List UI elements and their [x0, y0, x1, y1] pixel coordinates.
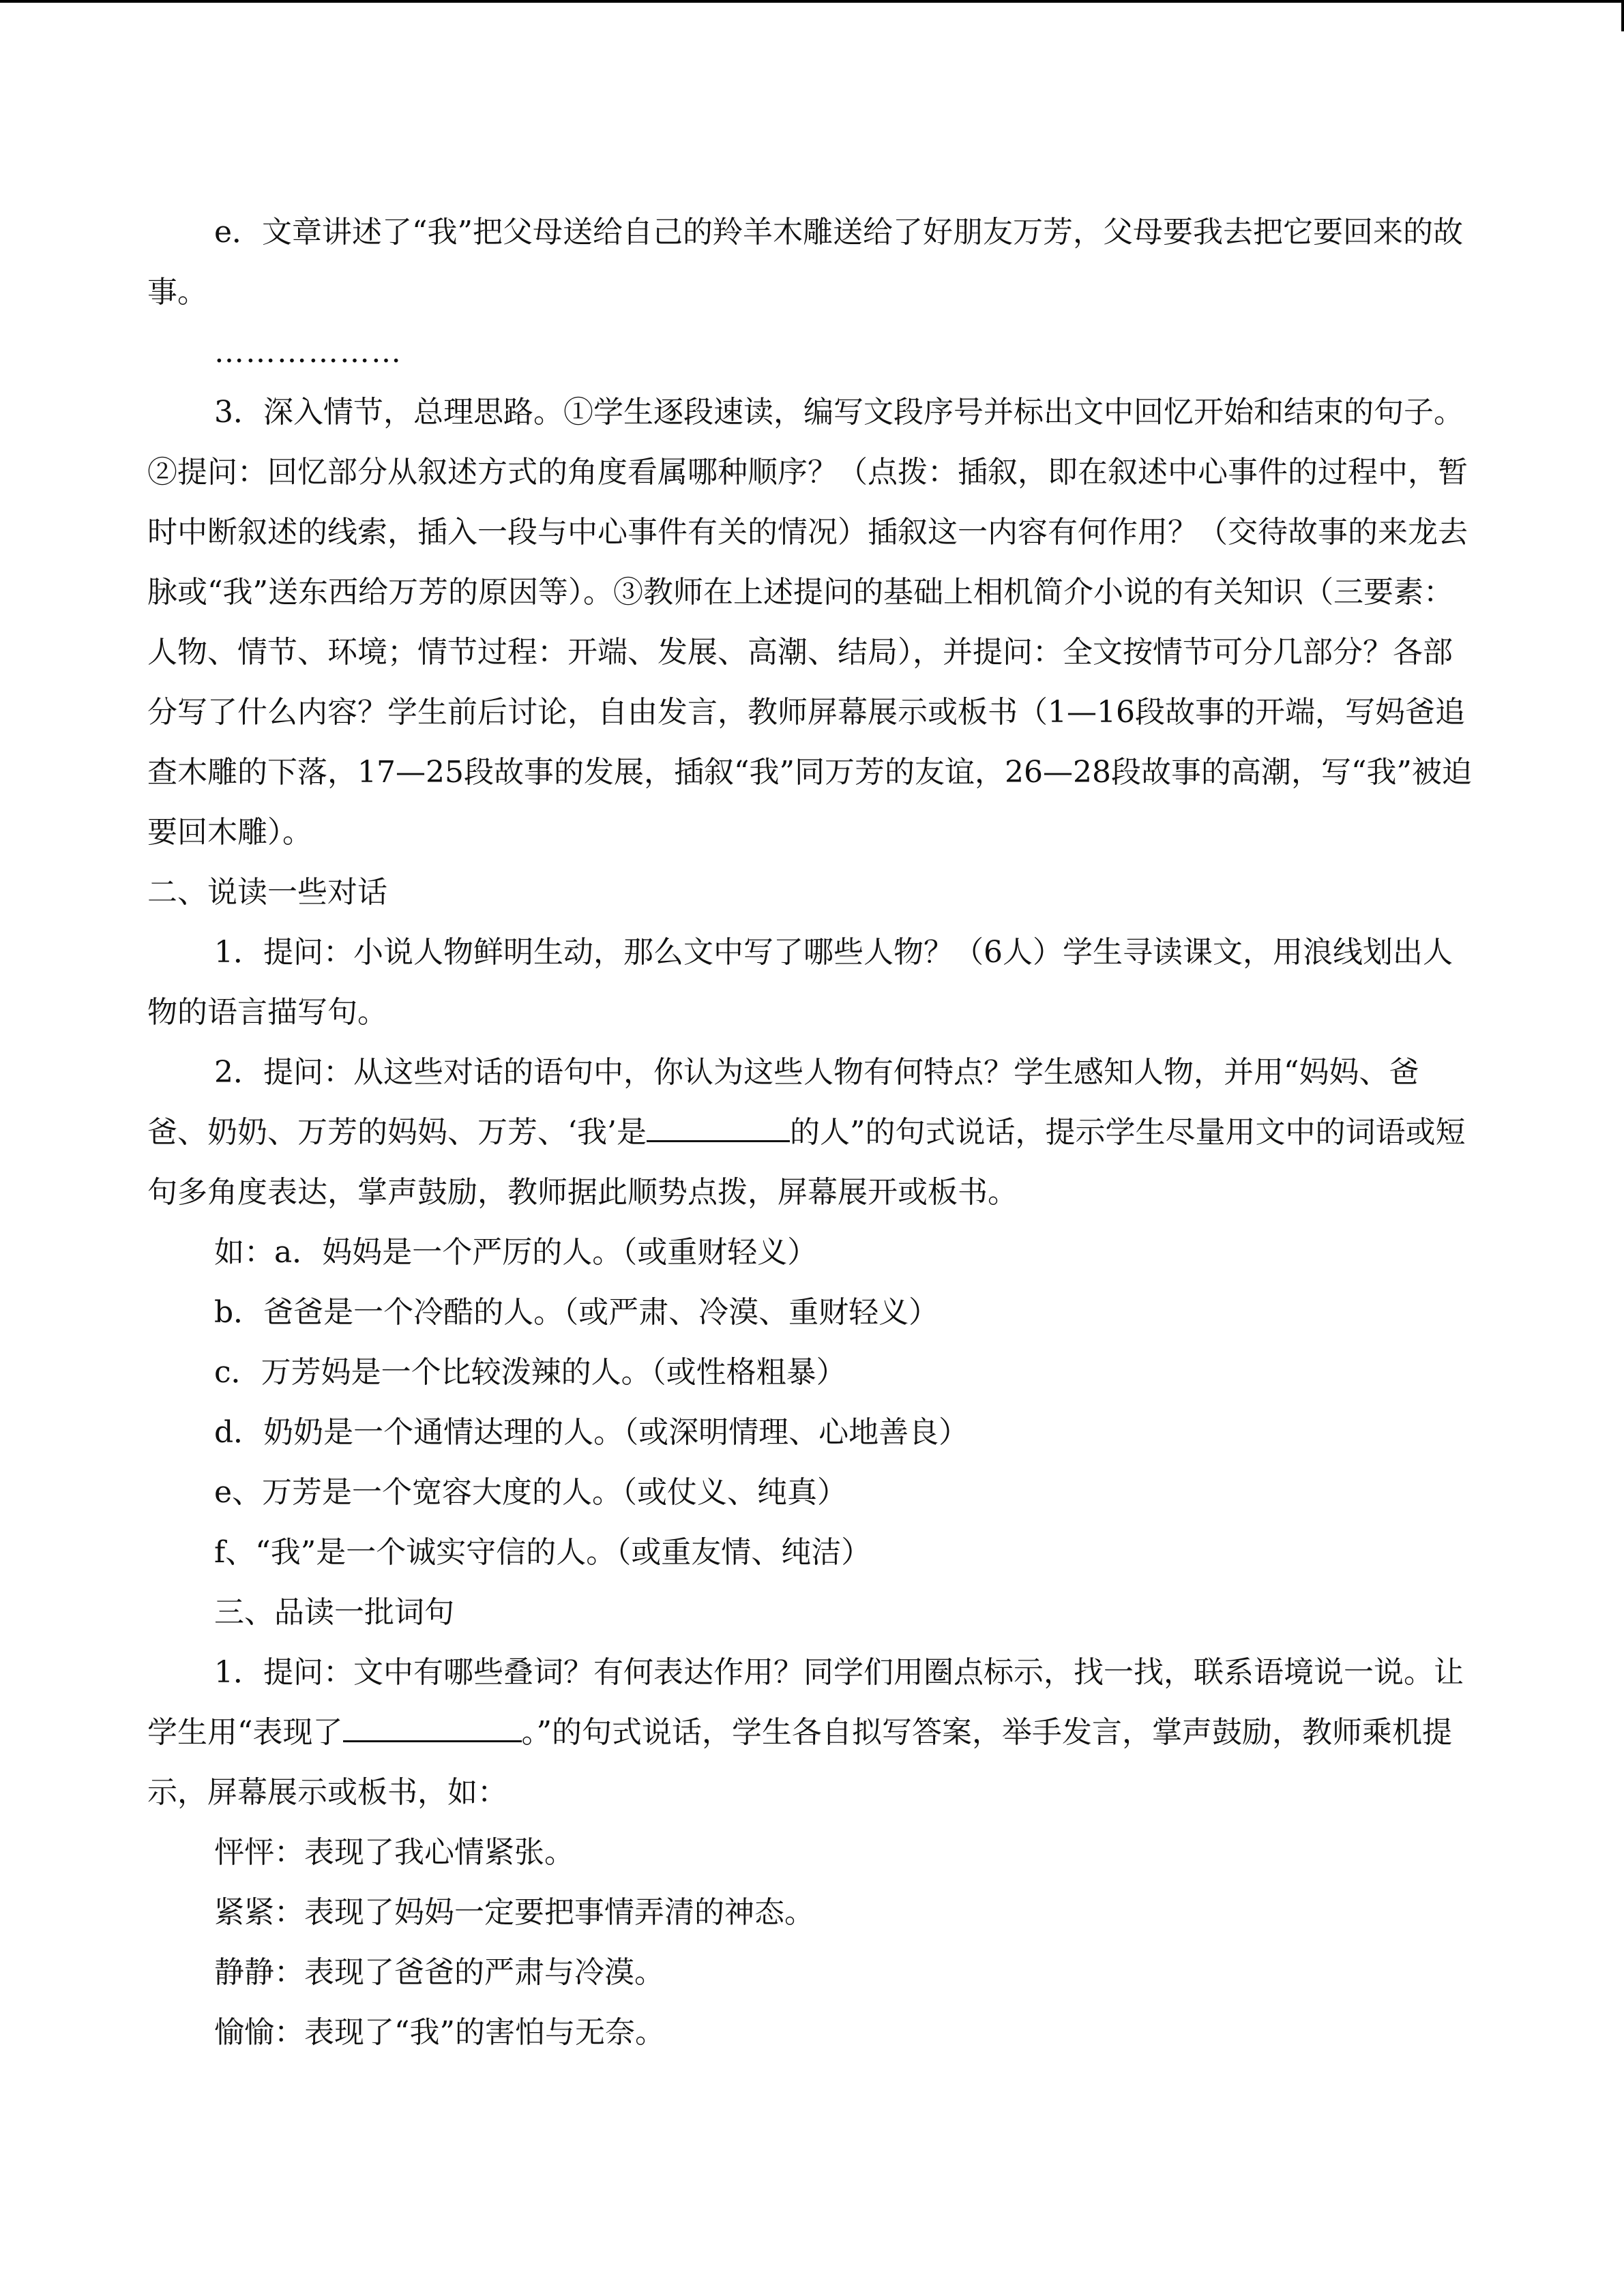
- paragraph-3: 3．深入情节，总理思路。①学生逐段速读，编写文段序号并标出文中回忆开始和结束的句子。②提问：回忆部分从叙述方式的角度看属哪种顺序？（点拨：插叙，即在叙述中心事件的过程中，暂时中断叙述的线索，插入一段与中心事件有关的情况）插叙这一内容有何作用？（交待故事的来龙去脉或“我”送东西给万芳的原因等）。③教师在上述提问的基础上相机简介小说的有关知识（三要素：人物、情节、环境；情节过程：开端、发展、高潮、结局），并提问：全文按情节可分几部分？各部分写了什么内容？学生前后讨论，自由发言，教师屏幕展示或板书（1—16段故事的开端，写妈爸追查木雕的下落，17—25段故事的发展，插叙“我”同万芳的友谊，26—28段故事的高潮，写“我”被迫要回木雕）。: [147, 395, 1472, 850]
- fill-in-blank: [647, 1110, 790, 1142]
- ellipsis-line: ………………: [214, 335, 402, 370]
- top-border-line: [0, 0, 1624, 3]
- trait-item-a: 如：a．妈妈是一个严厉的人。（或重财轻义）: [214, 1235, 818, 1270]
- fill-in-blank: [343, 1710, 522, 1742]
- word-item-jingjing: 静静：表现了爸爸的严肃与冷漠。: [214, 1955, 664, 1990]
- paragraph-e: e．文章讲述了“我”把父母送给自己的羚羊木雕送给了好朋友万芳，父母要我去把它要回来的故事。: [147, 215, 1464, 310]
- trait-item-f: f、“我”是一个诚实守信的人。（或重友情、纯洁）: [214, 1535, 872, 1570]
- question-2-text-end: 的人”的句式说话，提示学生尽量用文中的词语或短句多角度表达，掌声鼓励，教师据此顺势点拨，屏幕展开或板书。: [147, 1115, 1466, 1210]
- section-2-question-1: 1．提问：小说人物鲜明生动，那么文中写了哪些人物？（6人）学生寻读课文，用浪线划出人物的语言描写句。: [147, 935, 1453, 1030]
- section-3-heading: 三、品读一批词句: [214, 1595, 454, 1630]
- document-body: [147, 203, 1477, 2063]
- section-2-heading: 二、说读一些对话: [147, 875, 387, 910]
- word-item-pengpeng: 怦怦：表现了我心情紧张。: [214, 1835, 574, 1870]
- trait-item-b: b．爸爸是一个冷酷的人。（或严肃、冷漠、重财轻义）: [214, 1295, 939, 1330]
- section-3-question-1: [147, 1643, 1477, 1823]
- word-item-jinjin: 紧紧：表现了妈妈一定要把事情弄清的神态。: [214, 1895, 814, 1930]
- trait-item-c: c．万芳妈是一个比较泼辣的人。（或性格粗暴）: [214, 1355, 846, 1390]
- trait-item-e: e、万芳是一个宽容大度的人。（或仗义、纯真）: [214, 1475, 848, 1510]
- right-border-line: [1621, 0, 1624, 31]
- section-2-question-2: [147, 1043, 1477, 1223]
- question-1-text-start: 1．提问：文中有哪些叠词？有何表达作用？同学们用圈点标示，找一找，联系语境说一说。让学生用“表现了: [147, 1655, 1464, 1750]
- question-2-text-start: 2．提问：从这些对话的语句中，你认为这些人物有何特点？学生感知人物，并用“妈妈、爸爸、奶奶、万芳的妈妈、万芳、‘我’是: [147, 1055, 1419, 1150]
- word-item-yuyu: 愉愉：表现了“我”的害怕与无奈。: [214, 2015, 665, 2050]
- question-1-text-end: 。”的句式说话，学生各自拟写答案，举手发言，掌声鼓励，教师乘机提示，屏幕展示或板书，如：: [147, 1715, 1452, 1810]
- trait-item-d: d．奶奶是一个通情达理的人。（或深明情理、心地善良）: [214, 1415, 969, 1450]
